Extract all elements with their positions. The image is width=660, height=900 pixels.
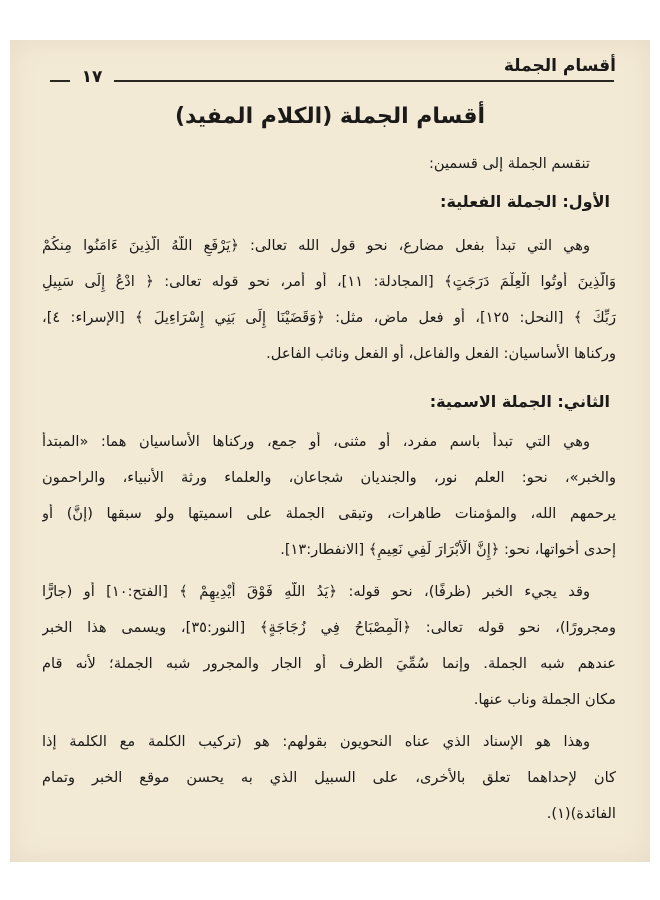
section-title: أقسام الجملة (الكلام المفيد) — [174, 104, 486, 129]
paragraph-line: كان لإحداهما تعلق بالأخرى، على السبيل الذي به يحسن موقع الخبر وتمام — [42, 769, 616, 786]
paragraph-line: وهي التي تبدأ باسم مفرد، أو مثنى، أو جمع، وركناها الأساسيان هما: «المبتدأ — [42, 433, 590, 450]
heading-verbal-sentence: الأول: الجملة الفعلية: — [440, 192, 610, 211]
header-rule-right — [114, 80, 614, 82]
paragraph-line: الفائدة)(١). — [546, 805, 616, 822]
intro-line: تنقسم الجملة إلى قسمين: — [428, 155, 590, 172]
page-number: ١٧ — [81, 67, 103, 87]
paragraph-line: والخبر»، نحو: العلم نور، والجنديان شجاعان، والعلماء ورثة الأنبياء، والراحمون — [42, 469, 616, 486]
running-head: أقسام الجملة — [503, 56, 616, 76]
paragraph-line: وَالَّذِينَ أُوتُوا الْعِلْمَ دَرَجَتٍ﴾ [المجادلة: ١١]، أو أمر، نحو قوله تعالى: ﴿ ادْعُ إِلَى سَبِيلِ — [42, 273, 616, 290]
paragraph-line: عندهم شبه الجملة. وإنما سُمِّيَ الظرف أو الجار والمجرور شبه الجملة؛ لأنه قام — [42, 655, 616, 672]
paragraph-line: وركناها الأساسيان: الفعل والفاعل، أو الفعل ونائب الفاعل. — [266, 345, 616, 362]
book-page — [10, 40, 650, 862]
paragraph-line: رَبِّكَ ﴾ [النحل: ١٢٥]، أو فعل ماض، مثل: ﴿وَقَضَيْنَا إِلَى بَنِي إِسْرَاءِيلَ ﴾ [الإسراء: ٤]، — [42, 309, 616, 326]
paragraph-line: وهي التي تبدأ بفعل مضارع، نحو قول الله تعالى: ﴿يَرْفَعِ اللَّهُ الَّذِينَ ءَامَنُوا مِنكُمْ — [42, 237, 590, 254]
paragraph-line: وقد يجيء الخبر (ظرفًا)، نحو قوله: ﴿يَدُ اللَّهِ فَوْقَ أَيْدِيهِمْ ﴾ [الفتح:١٠] أو (جارًّا — [42, 583, 590, 600]
paragraph-line: مكان الجملة وناب عنها. — [473, 691, 616, 708]
paragraph-line: يرحمهم الله، والمؤمنات طاهرات، وتبقى الجملة على اسميتها ولو سبقها (إنَّ) أو — [42, 505, 616, 522]
paragraph-line: وهذا هو الإسناد الذي عناه النحويون بقولهم: هو (تركيب الكلمة مع الكلمة إذا — [42, 733, 590, 750]
paragraph-line: إحدى أخواتها، نحو: ﴿إِنَّ الْأَبْرَارَ لَفِي نَعِيمٍ﴾ [الانفطار:١٣]. — [280, 541, 616, 558]
paragraph-line: ومجرورًا)، نحو قوله تعالى: ﴿الْمِصْبَاحُ فِي زُجَاجَةٍ﴾ [النور:٣٥]، ويسمى هذا الخبر — [42, 619, 616, 636]
header-rule-left — [50, 80, 70, 82]
heading-nominal-sentence: الثاني: الجملة الاسمية: — [429, 392, 610, 411]
